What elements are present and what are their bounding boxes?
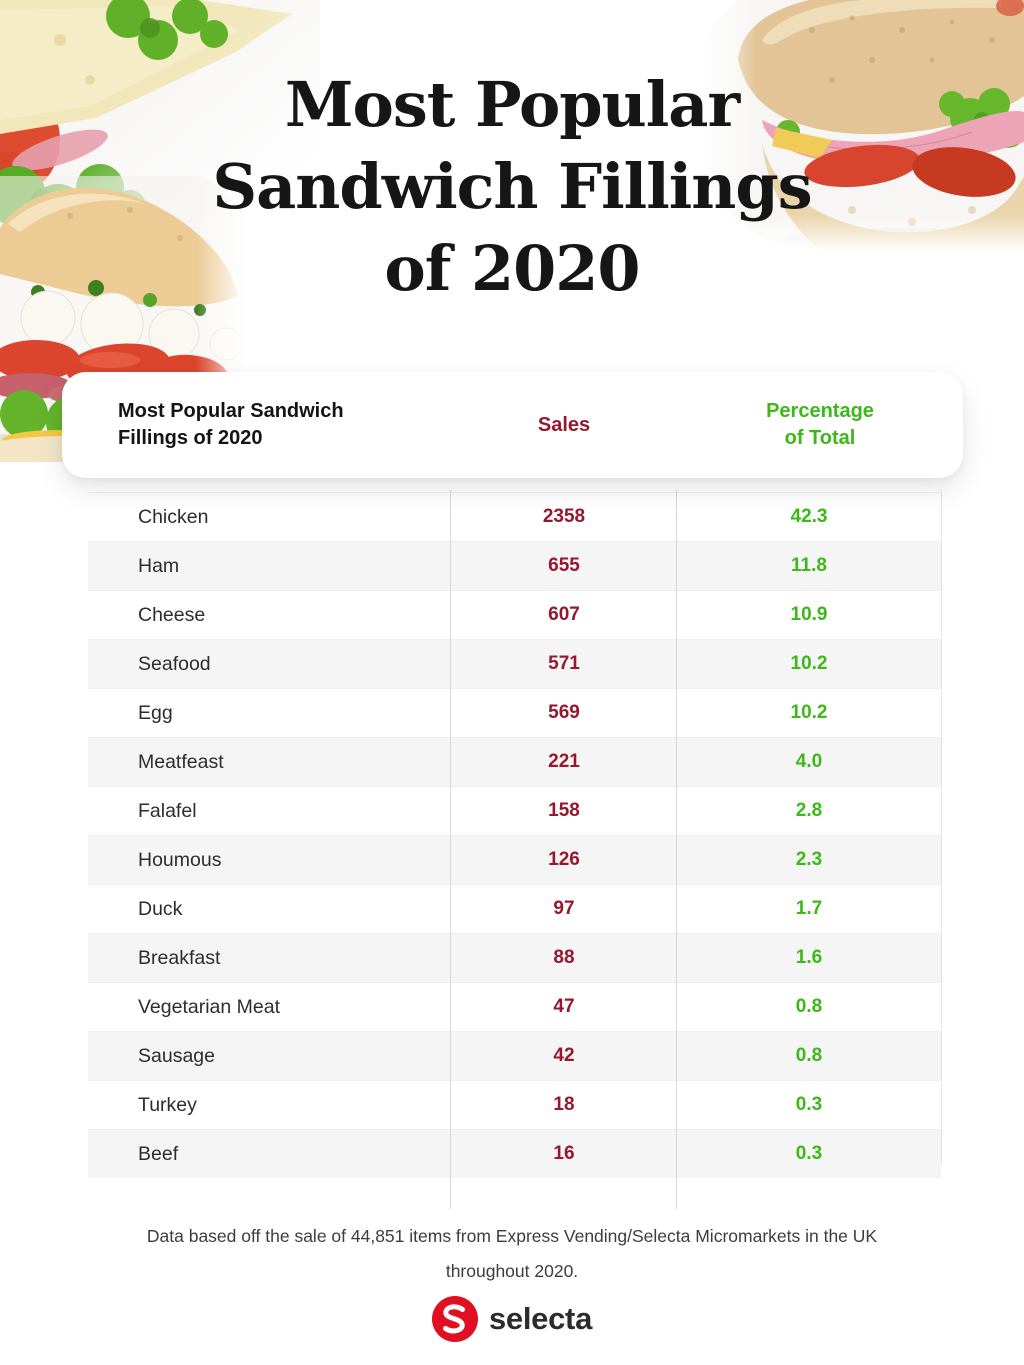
- sales-value: 97: [553, 898, 575, 919]
- filling-name: Vegetarian Meat: [138, 995, 281, 1018]
- table-row: [88, 982, 941, 1031]
- filling-name: Chicken: [138, 505, 209, 528]
- percentage-value: 0.8: [795, 996, 823, 1017]
- sales-value: 569: [548, 702, 580, 723]
- percentage-value: 0.8: [795, 1045, 823, 1066]
- column-divider-1: [450, 490, 451, 1209]
- table-right-edge: [941, 490, 942, 1164]
- sales-value: 2358: [542, 506, 586, 527]
- data-source-note-text: Data based off the sale of 44,851 items from Express Vending/Selecta Micromarkets in the UK throughout 2020.: [146, 1226, 878, 1281]
- header-col-fillings: Most Popular Sandwich Fillings of 2020: [118, 400, 344, 449]
- header-col-percentage: [677, 398, 963, 452]
- percentage-value: 0.3: [795, 1094, 823, 1115]
- filling-name: Duck: [138, 897, 183, 920]
- percentage-value: 0.3: [795, 1143, 823, 1164]
- table-row: [88, 835, 941, 884]
- sales-value: 571: [548, 653, 580, 674]
- sales-value: 221: [548, 751, 580, 772]
- filling-name: Breakfast: [138, 946, 221, 969]
- data-source-note: [0, 1219, 1024, 1289]
- percentage-value: 10.9: [790, 604, 828, 625]
- table-row: [88, 1129, 941, 1178]
- table-row: [88, 492, 941, 541]
- sales-value: 88: [553, 947, 575, 968]
- title-line-1: Most Popular: [284, 68, 740, 141]
- header-col-percentage-label: Percentage of Total: [766, 400, 874, 449]
- percentage-value: 2.3: [795, 849, 823, 870]
- table-row: [88, 786, 941, 835]
- filling-name: Beef: [138, 1142, 179, 1165]
- fillings-table: [88, 492, 941, 1178]
- title-line-3: of 2020: [384, 232, 640, 305]
- sales-value: 42: [553, 1045, 575, 1066]
- page-title: [0, 64, 1024, 310]
- sales-value: 18: [553, 1094, 575, 1115]
- title-line-2: Sandwich Fillings: [212, 150, 812, 223]
- selecta-logo: [0, 1296, 1024, 1342]
- table-row: [88, 884, 941, 933]
- percentage-value: 1.6: [795, 947, 823, 968]
- sales-value: 158: [548, 800, 580, 821]
- percentage-value: 11.8: [791, 555, 827, 576]
- table-row: [88, 639, 941, 688]
- filling-name: Egg: [138, 701, 173, 724]
- percentage-value: 10.2: [790, 653, 828, 674]
- header-col-sales: Sales: [537, 413, 591, 436]
- filling-name: Falafel: [138, 799, 197, 822]
- filling-name: Ham: [138, 554, 180, 577]
- filling-name: Sausage: [138, 1044, 215, 1067]
- percentage-value: 4.0: [795, 751, 823, 772]
- table-row: [88, 541, 941, 590]
- filling-name: Meatfeast: [138, 750, 224, 773]
- column-divider-2: [676, 490, 677, 1209]
- selecta-logo-icon: [432, 1296, 478, 1342]
- percentage-value: 1.7: [795, 898, 823, 919]
- table-row: [88, 1031, 941, 1080]
- percentage-value: 42.3: [790, 506, 828, 527]
- table-row: [88, 737, 941, 786]
- filling-name: Seafood: [138, 652, 211, 675]
- sales-value: 655: [548, 555, 580, 576]
- table-row: [88, 590, 941, 639]
- percentage-value: 10.2: [790, 702, 828, 723]
- table-row: [88, 688, 941, 737]
- table-row: [88, 1080, 941, 1129]
- sales-value: 607: [548, 604, 580, 625]
- filling-name: Houmous: [138, 848, 222, 871]
- percentage-value: 2.8: [795, 800, 823, 821]
- selecta-logo-text: selecta: [488, 1301, 593, 1336]
- filling-name: Turkey: [138, 1093, 197, 1116]
- filling-name: Cheese: [138, 603, 206, 626]
- sales-value: 126: [548, 849, 580, 870]
- table-row: [88, 933, 941, 982]
- sales-value: 47: [553, 996, 575, 1017]
- table-header-card: [62, 372, 963, 478]
- sales-value: 16: [553, 1143, 575, 1164]
